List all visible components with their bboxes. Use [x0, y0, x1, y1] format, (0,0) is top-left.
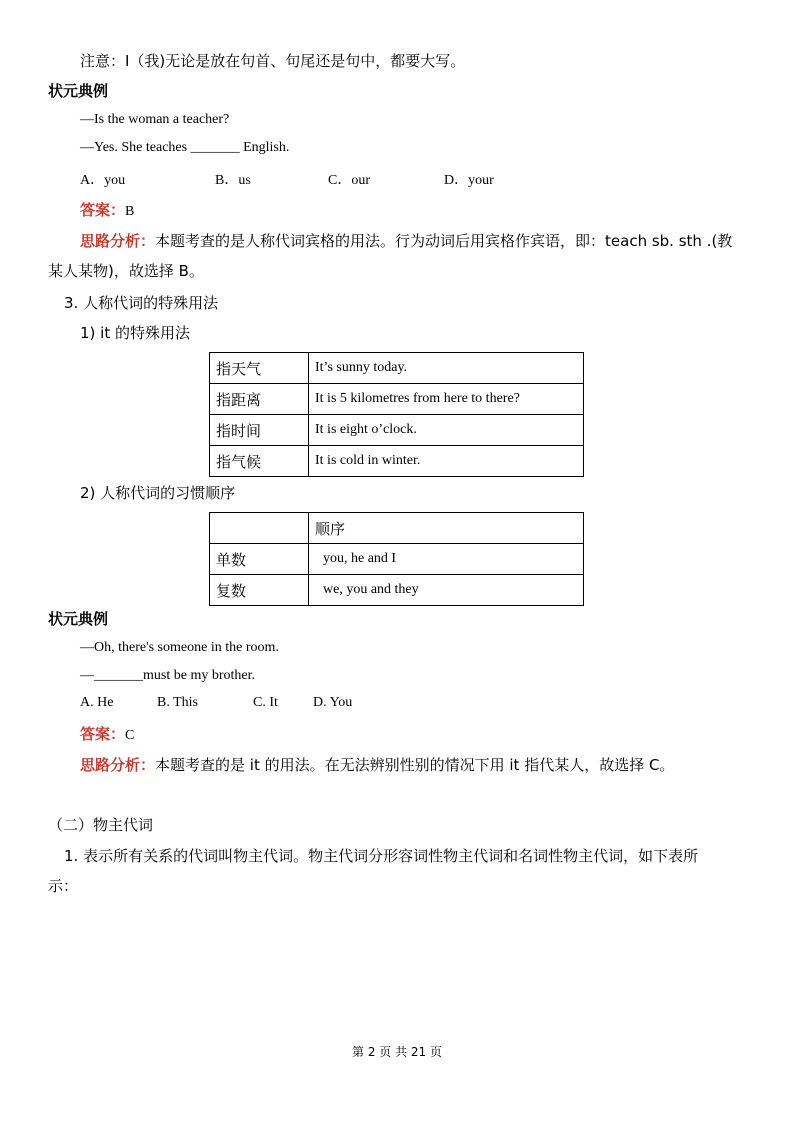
- table-row: [210, 575, 584, 606]
- table-cell: It is 5 kilometres from here to there?: [309, 384, 584, 415]
- example2-question-line2: —_______must be my brother.: [80, 668, 255, 683]
- section3-sub1: 1) it 的特殊用法: [80, 324, 190, 342]
- answer-label: 答案：: [80, 201, 126, 219]
- section2-line2: 示：: [48, 877, 79, 895]
- table-cell: 单数: [210, 544, 309, 575]
- example1-option-c: C．our: [328, 173, 370, 188]
- example1-analysis-line1: [80, 230, 732, 251]
- it-usage-table: [209, 352, 584, 477]
- answer-value: B: [125, 204, 135, 219]
- example2-option-c: C. It: [253, 695, 278, 710]
- section3-title: 3. 人称代词的特殊用法: [64, 294, 219, 312]
- example2-option-d: D. You: [313, 695, 353, 710]
- table-row: [210, 415, 584, 446]
- table-row: [210, 353, 584, 384]
- table-row: [210, 446, 584, 477]
- table-cell: 指气候: [210, 446, 309, 477]
- example2-answer: [80, 723, 134, 744]
- table-row: [210, 544, 584, 575]
- table-cell: It’s sunny today.: [309, 353, 584, 384]
- example1-question-line2: —Yes. She teaches _______ English.: [80, 140, 290, 155]
- example1-answer: [80, 199, 134, 220]
- example1-option-a: A．you: [80, 173, 126, 188]
- pronoun-order-table: [209, 512, 584, 606]
- example1-analysis-line2: 某人某物)，故选择 B。: [48, 262, 204, 280]
- analysis-label: 思路分析：: [80, 756, 156, 774]
- analysis-label: 思路分析：: [80, 232, 156, 250]
- example2-question-line1: —Oh, there's someone in the room.: [80, 640, 279, 655]
- table-cell: It is cold in winter.: [309, 446, 584, 477]
- table-header-cell: 顺序: [309, 513, 584, 544]
- example2-analysis: [80, 754, 674, 775]
- table-cell: we, you and they: [309, 575, 584, 606]
- example-heading-1: 状元典例: [48, 82, 109, 100]
- example1-option-b: B．us: [215, 173, 251, 188]
- table-cell: It is eight o’clock.: [309, 415, 584, 446]
- page-footer: 第 2 页 共 21 页: [352, 1045, 442, 1059]
- example-heading-2: 状元典例: [48, 610, 109, 628]
- table-cell: 指距离: [210, 384, 309, 415]
- example1-option-d: D．your: [444, 173, 494, 188]
- table-header-cell: [210, 513, 309, 544]
- table-cell: 指天气: [210, 353, 309, 384]
- analysis-text: 本题考查的是 it 的用法。在无法辨别性别的情况下用 it 指代某人，故选择 C。: [155, 756, 675, 774]
- example2-option-b: B. This: [157, 695, 198, 710]
- answer-value: C: [125, 728, 135, 743]
- table-cell: 复数: [210, 575, 309, 606]
- note-text: 注意：I（我)无论是放在句首、句尾还是句中，都要大写。: [80, 52, 466, 70]
- section3-sub2: 2) 人称代词的习惯顺序: [80, 484, 236, 502]
- answer-label: 答案：: [80, 725, 126, 743]
- table-cell: 指时间: [210, 415, 309, 446]
- example2-option-a: A. He: [80, 695, 114, 710]
- section2-line1: 1. 表示所有关系的代词叫物主代词。物主代词分形容词性物主代词和名词性物主代词，如下表所: [64, 847, 699, 865]
- table-cell: you, he and I: [309, 544, 584, 575]
- example1-question-line1: —Is the woman a teacher?: [80, 112, 230, 127]
- section2-title: （二）物主代词: [48, 816, 154, 834]
- analysis-text: 本题考查的是人称代词宾格的用法。行为动词后用宾格作宾语，即：teach sb. sth .(教: [155, 232, 733, 250]
- table-header-row: [210, 513, 584, 544]
- table-row: [210, 384, 584, 415]
